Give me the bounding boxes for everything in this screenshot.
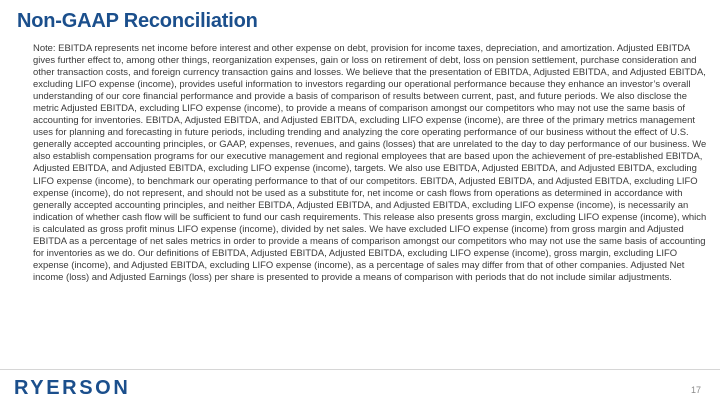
page-title: Non-GAAP Reconciliation bbox=[17, 10, 258, 32]
ryerson-logo: RYERSON bbox=[14, 377, 131, 399]
reconciliation-note: Note: EBITDA represents net income before interest and other expense on debt, provision for income taxes, depreciation, and amortization. Adjusted EBITDA gives further effect to, among other things, reorganization expenses, gain or loss on retirement of debt, loss on pension settlement, purchase consideration and other transaction costs, and foreign currency transaction gains and losses. We believe that the presentation of EBITDA, Adjusted EBITDA, and Adjusted EBITDA, excluding LIFO expense (income), provides useful information to investors regarding our operational performance because they enhance an investor’s overall understanding of our core financial performance and provide a basis of comparison of results between current, past, and future periods. We also disclose the metric Adjusted EBITDA, excluding LIFO expense (income), to provide a means of comparison amongst our competitors who may not use the same basis of accounting for inventories. EBITDA, Adjusted EBITDA, and Adjusted EBITDA, excluding LIFO expense (income), are three of the primary metrics management uses for planning and forecasting in future periods, including trending and analyzing the core operating performance of our business without the effect of U.S. generally accepted accounting principles, or GAAP, expenses, revenues, and gains (losses) that are unrelated to the day to day performance of our business. We also establish compensation programs for our executive management and regional employees that are based upon the achievement of pre-established EBITDA, Adjusted EBITDA, and Adjusted EBITDA, excluding LIFO expense (income), targets. We also use EBITDA, Adjusted EBITDA, and Adjusted EBITDA, excluding LIFO expense (income), to benchmark our operating performance to that of our competitors. EBITDA, Adjusted EBITDA, and Adjusted EBITDA, excluding LIFO expense (income), do not represent, and should not be used as a substitute for, net income or cash flows from operations as determined in accordance with generally accepted accounting principles, and neither EBITDA, Adjusted EBITDA, and Adjusted EBITDA, excluding LIFO expense (income), is necessarily an indication of whether cash flow will be sufficient to fund our cash requirements. This release also presents gross margin, excluding LIFO expense (income), which is calculated as gross profit minus LIFO expense (income), divided by net sales. We have excluded LIFO expense (income) from gross margin and Adjusted EBITDA as a percentage of net sales metrics in order to provide a means of comparison amongst our competitors who may not use the same basis of accounting for inventories as we do. Our definitions of EBITDA, Adjusted EBITDA, Adjusted EBITDA, excluding LIFO expense (income), gross margin, excluding LIFO expense (income), and Adjusted EBITDA, excluding LIFO expense (income), as a percentage of sales may differ from that of other companies. Adjusted Net income (loss) and Adjusted Earnings (loss) per share is presented to provide a means of comparison with periods that do not include similar adjustments. bbox=[33, 43, 707, 283]
page-number: 17 bbox=[690, 385, 701, 395]
footer-divider bbox=[0, 369, 720, 370]
